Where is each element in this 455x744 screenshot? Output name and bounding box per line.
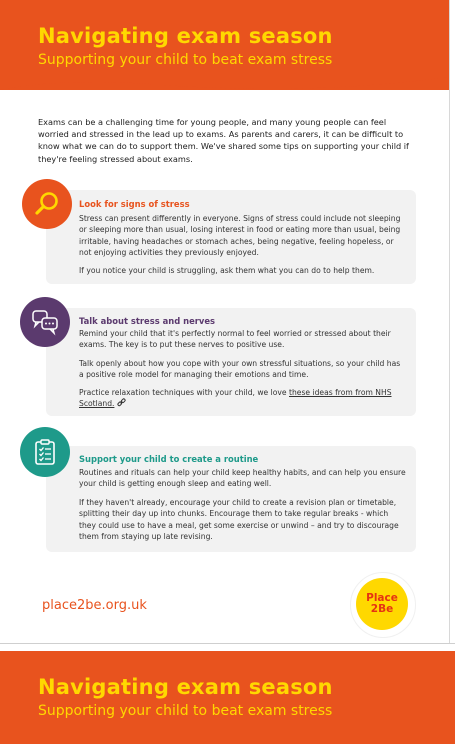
tip-card-routine bbox=[46, 446, 416, 552]
magnifier-icon bbox=[22, 179, 72, 229]
tip-paragraph: Routines and rituals can help your child keep healthy habits, and can help you ensure your child is getting enough sleep and eating well. bbox=[79, 468, 406, 489]
tip-heading: Look for signs of stress bbox=[79, 199, 190, 209]
tip-paragraph bbox=[79, 387, 407, 411]
tip-paragraph: Talk openly about how you cope with your own stressful situations, so your child has a positive role model for managing their emotions and time. bbox=[79, 359, 401, 380]
speech-bubbles-icon bbox=[20, 297, 70, 347]
bottom-subtitle: Supporting your child to beat exam stress bbox=[38, 703, 333, 719]
page-subtitle: Supporting your child to beat exam stress bbox=[38, 52, 333, 68]
page-divider bbox=[0, 643, 455, 644]
tip-paragraph: Remind your child that it's perfectly normal to feel worried or stressed about their exams. The key is to put these nerves to positive use. bbox=[79, 329, 391, 350]
logo-line-1: Place bbox=[366, 592, 398, 604]
clipboard-checklist-icon bbox=[20, 427, 70, 477]
tip-paragraph: If you notice your child is struggling, ask them what you can do to help them. bbox=[79, 266, 375, 275]
page-edge bbox=[449, 0, 455, 643]
logo-line-2: 2Be bbox=[370, 603, 394, 615]
nhs-scotland-link[interactable]: these ideas from from NHS Scotland. bbox=[79, 388, 392, 409]
tip-heading: Support your child to create a routine bbox=[79, 454, 259, 464]
tip-heading: Talk about stress and nerves bbox=[79, 316, 216, 326]
tip-paragraph: Stress can present differently in everyone. Signs of stress could include not sleeping or sleeping more than usual, losing interest in food or eating more than usual, being irritable, having headaches or stomach aches, being negative, feeling hopeless, or not enjoying activities they previously enjoyed. bbox=[79, 214, 401, 257]
link-chain-icon bbox=[117, 398, 126, 410]
tip-text: Practice relaxation techniques with your child, we love bbox=[79, 388, 287, 397]
tip-card-signs-of-stress bbox=[46, 190, 416, 284]
tip-card-talk-about-stress bbox=[46, 308, 416, 416]
page-title: Navigating exam season bbox=[38, 24, 333, 48]
header-wave bbox=[0, 68, 455, 98]
website-link[interactable]: place2be.org.uk bbox=[42, 598, 147, 613]
bottom-title: Navigating exam season bbox=[38, 675, 333, 699]
place2be-logo bbox=[356, 578, 408, 630]
tip-paragraph: If they haven't already, encourage your child to create a revision plan or timetable, splitting their day up into chunks. Encourage them to take regular breaks - which they could use to have a meal, get some exercise or unwind – and try to discourage them from staying up late revising. bbox=[79, 498, 399, 541]
intro-paragraph: Exams can be a challenging time for young people, and many young people can feel worried and stressed in the lead up to exams. As parents and carers, it can be difficult to know what we can do to support them. We've shared some tips on supporting your child if they're feeling stressed about exams. bbox=[38, 117, 409, 164]
